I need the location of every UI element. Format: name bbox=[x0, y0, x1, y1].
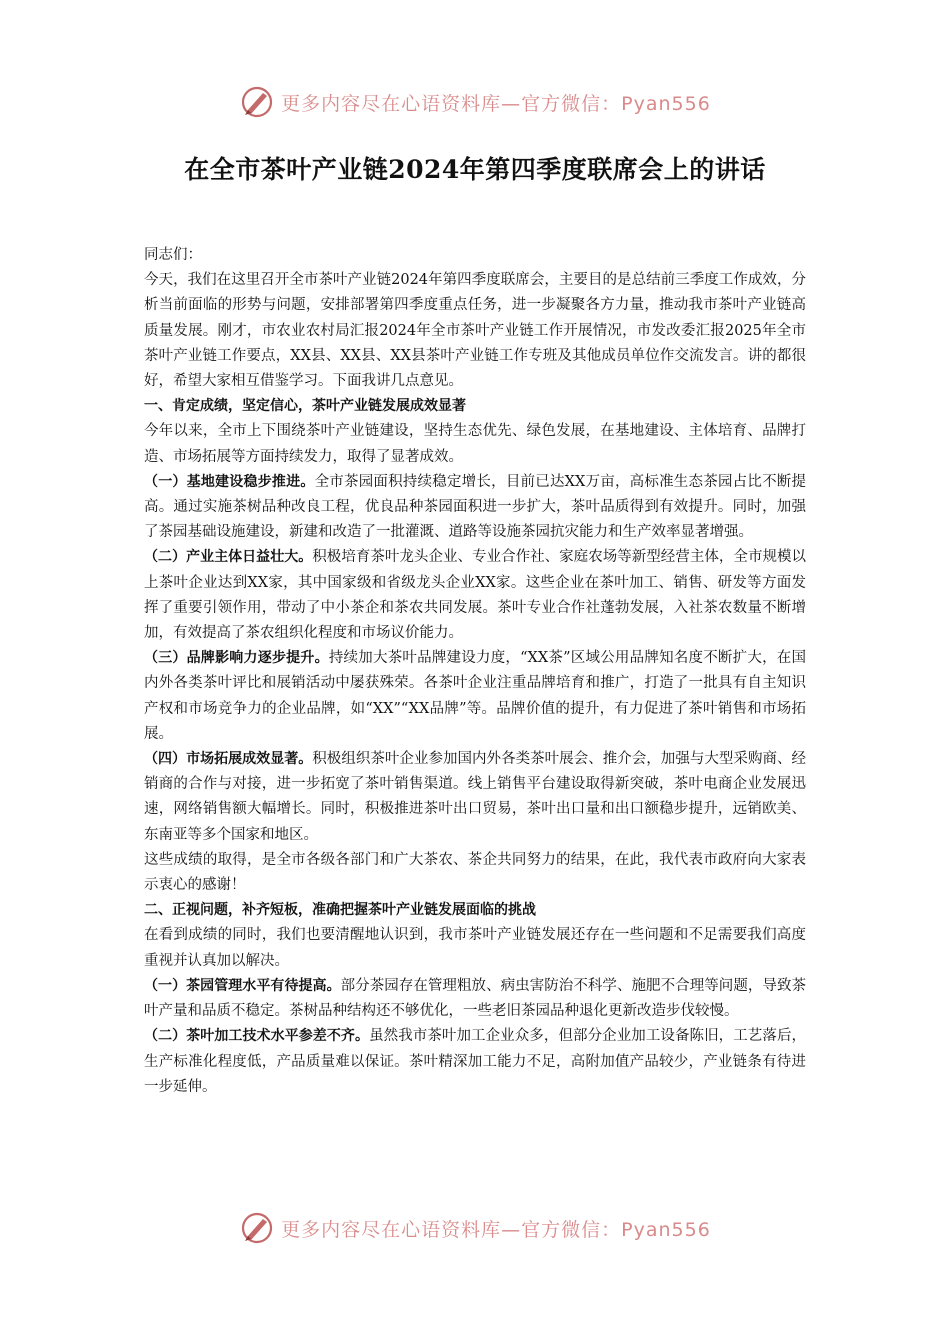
subsection-heading: （二）茶叶加工技术水平参差不齐。 bbox=[144, 1028, 370, 1045]
subsection-heading: （三）品牌影响力逐步提升。 bbox=[144, 650, 329, 667]
header-watermark-banner bbox=[0, 84, 950, 120]
subsection-text: 积极组织茶叶企业参加国内外各类茶叶展会、推介会，加强与大型采购商、经销商的合作与对接，进一步拓宽了茶叶销售渠道。线上销售平台建设取得新突破，茶叶电商企业发展迅速，网络销售额大幅增长。同时，积极推进茶叶出口贸易，茶叶出口量和出口额稳步提升，远销欧美、东南亚等多个国家和地区。 bbox=[144, 751, 807, 843]
subsection-heading: （一）基地建设稳步推进。 bbox=[144, 473, 315, 490]
subsection-text: 部分茶园存在管理粗放、病虫害防治不科学、施肥不合理等问题，导致茶叶产量和品质不稳定。茶树品种结构还不够优化，一些老旧茶园品种退化更新改造步伐较慢。 bbox=[144, 977, 806, 1020]
watermark-text: 更多内容尽在心语资料库—官方微信：Pyan556 bbox=[281, 1218, 711, 1241]
footer-watermark-banner bbox=[0, 1210, 950, 1246]
section-lead: 在看到成绩的同时，我们也要清醒地认识到，我市茶叶产业链发展还存在一些问题和不足需要我们高度重视并认真加以解决。 bbox=[144, 927, 806, 969]
subsection-paragraph bbox=[144, 646, 806, 747]
section-heading: 二、正视问题，补齐短板，准确把握茶叶产业链发展面临的挑战 bbox=[144, 902, 536, 919]
subsection-paragraph bbox=[144, 747, 806, 848]
subsection-text: 全市茶园面积持续稳定增长，目前已达XX万亩，高标准生态茶园占比不断提高。通过实施茶树品种改良工程，优良品种茶园面积进一步扩大，茶叶品质得到有效提升。同时，加强了茶园基础设施建设，新建和改造了一批灌溉、道路等设施茶园抗灾能力和生产效率显著增强。 bbox=[144, 473, 807, 541]
subsection-paragraph bbox=[144, 1024, 806, 1100]
subsection-text: 积极培育茶叶龙头企业、专业合作社、家庭农场等新型经营主体，全市规模以上茶叶企业达到XX家，其中国家级和省级龙头企业XX家。这些企业在茶叶加工、销售、研发等方面发挥了重要引领作用，带动了中小茶企和茶农共同发展。茶叶专业合作社蓬勃发展，入社茶农数量不断增加，有效提高了茶农组织化程度和市场议价能力。 bbox=[144, 549, 807, 642]
section-lead: 今年以来，全市上下围绕茶叶产业链建设，坚持生态优先、绿色发展，在基地建设、主体培育、品牌打造、市场拓展等方面持续发力，取得了显著成效。 bbox=[144, 423, 806, 465]
subsection-paragraph bbox=[144, 545, 806, 646]
document-body bbox=[144, 243, 806, 1100]
section-heading: 一、肯定成绩，坚定信心，茶叶产业链发展成效显著 bbox=[144, 398, 466, 415]
pen-logo-icon bbox=[239, 84, 275, 120]
section-closing: 这些成绩的取得，是全市各级各部门和广大茶农、茶企共同努力的结果，在此，我代表市政府向大家表示衷心的感谢！ bbox=[144, 851, 806, 894]
pen-logo-icon bbox=[239, 1210, 275, 1246]
document-title: 在全市茶叶产业链2024年第四季度联席会上的讲话 bbox=[184, 155, 766, 184]
watermark-text: 更多内容尽在心语资料库—官方微信：Pyan556 bbox=[281, 92, 711, 115]
subsection-heading: （四）市场拓展成效显著。 bbox=[144, 751, 313, 768]
subsection-text: 持续加大茶叶品牌建设力度，“XX茶”区域公用品牌知名度不断扩大，在国内外各类茶叶评比和展销活动中屡获殊荣。各茶叶企业注重品牌培育和推广，打造了一批具有自主知识产权和市场竞争力的企业品牌，如“XX”“XX品牌”等。品牌价值的提升，有力促进了茶叶销售和市场拓展。 bbox=[144, 650, 807, 742]
intro-paragraph: 今天，我们在这里召开全市茶叶产业链2024年第四季度联席会，主要目的是总结前三季度工作成效，分析当前面临的形势与问题，安排部署第四季度重点任务，进一步凝聚各方力量，推动我市茶叶产业链高质量发展。刚才，市农业农村局汇报2024年全市茶叶产业链工作开展情况，市发改委汇报2025年全市茶叶产业链工作要点，XX县、XX县、XX县茶叶产业链工作专班及其他成员单位作交流发言。讲的都很好，希望大家相互借鉴学习。下面我讲几点意见。 bbox=[144, 272, 806, 390]
greeting: 同志们： bbox=[144, 247, 202, 263]
subsection-paragraph bbox=[144, 974, 806, 1024]
subsection-text: 虽然我市茶叶加工企业众多，但部分企业加工设备陈旧，工艺落后，生产标准化程度低，产品质量难以保证。茶叶精深加工能力不足，高附加值产品较少，产业链条有待进一步延伸。 bbox=[144, 1028, 807, 1095]
subsection-heading: （一）茶园管理水平有待提高。 bbox=[144, 977, 341, 994]
subsection-paragraph bbox=[144, 470, 806, 546]
subsection-heading: （二）产业主体日益壮大。 bbox=[144, 549, 313, 566]
